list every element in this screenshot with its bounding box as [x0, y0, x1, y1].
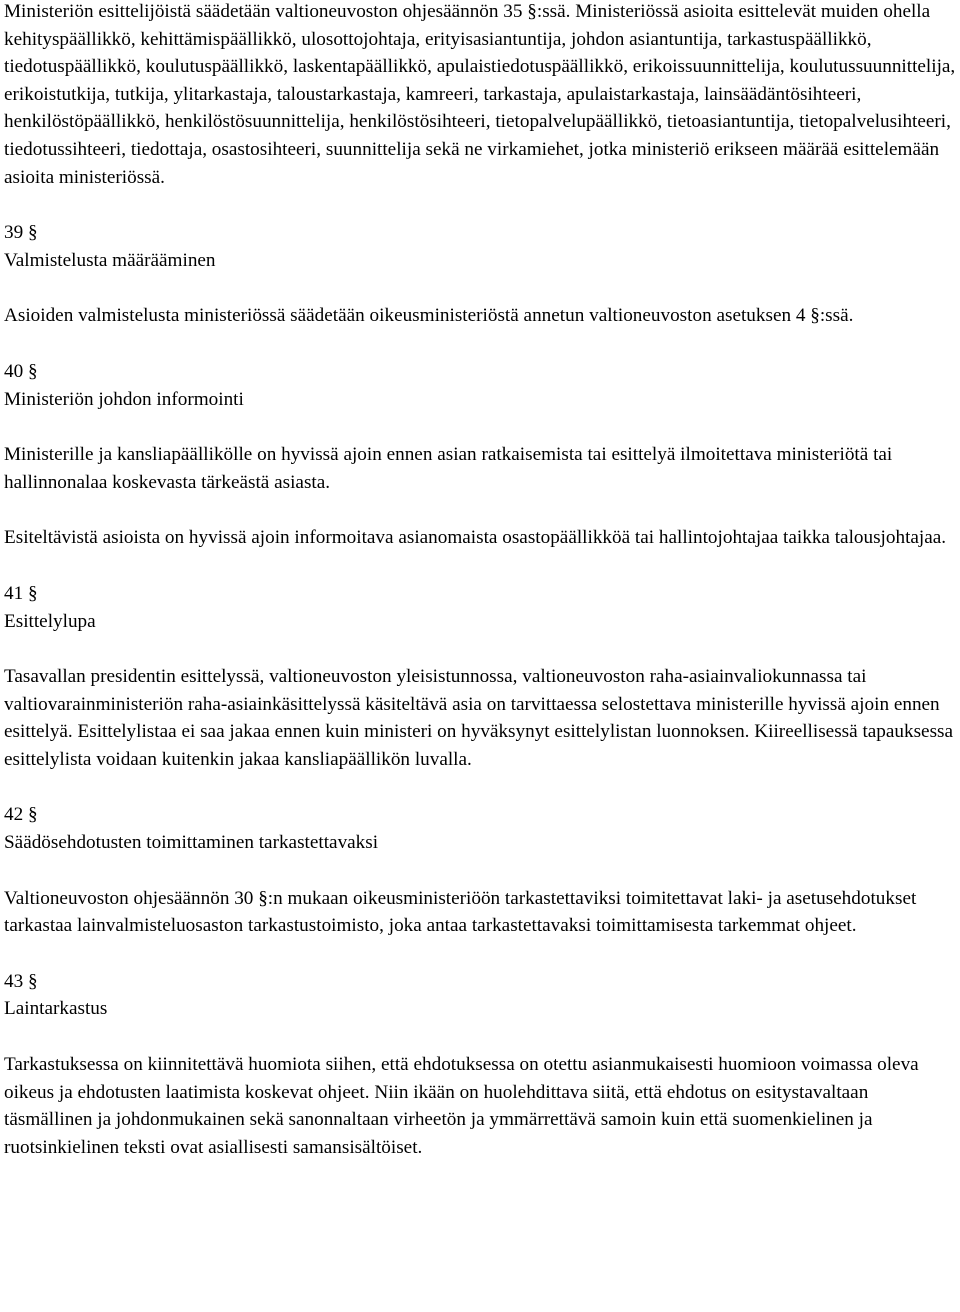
section-number: 42 § — [4, 804, 38, 826]
section-40 — [4, 358, 958, 552]
section-title: Valmistelusta määrääminen — [4, 249, 216, 271]
intro-paragraph: Ministeriön esittelijöistä säädetään valtioneuvoston ohjesäännön 35 §:ssä. Ministeriössä asioita esittelevät muiden ohella kehityspäällikkö, kehittämispäällikkö, ulosottojohtaja, erityisasiantuntija, johdon asiantuntija, tarkastuspäällikkö, tiedotuspäällikkö, koulutuspäällikkö, laskentapäällikkö, apulaistiedotuspäällikkö, erikoissuunnittelija, koulutussuunnittelija, erikoistutkija, tutkija, ylitarkastaja, taloustarkastaja, kamreeri, tarkastaja, apulaistarkastaja, lainsäädäntösihteeri, henkilöstöpäällikkö, henkilöstösuunnittelija, henkilöstösihteeri, tietopalvelupäällikkö, tietoasiantuntija, tietopalvelusihteeri, tiedotussihteeri, tiedottaja, osastosihteeri, suunnittelija sekä ne virkamiehet, jotka ministeriö erikseen määrää esittelemään asioita ministeriössä. — [4, 1, 956, 188]
section-paragraph: Ministerille ja kansliapäällikölle on hyvissä ajoin ennen asian ratkaisemista tai esittelyä ilmoitettava ministeriötä tai hallinnonalaa koskevasta tärkeästä asiasta. — [4, 444, 893, 493]
section-title: Ministeriön johdon informointi — [4, 388, 244, 410]
section-number: 39 § — [4, 222, 38, 244]
section-41 — [4, 580, 958, 774]
section-number: 40 § — [4, 360, 38, 382]
section-title: Laintarkastus — [4, 998, 108, 1020]
section-title: Esittelylupa — [4, 610, 96, 632]
section-39 — [4, 219, 958, 330]
section-number: 43 § — [4, 970, 38, 992]
section-paragraph: Esiteltävistä asioista on hyvissä ajoin informoitava asianomaista osastopäällikköä tai hallintojohtajaa taikka talousjohtajaa. — [4, 527, 947, 549]
document-page — [4, 0, 958, 1189]
section-paragraph: Tarkastuksessa on kiinnitettävä huomiota siihen, että ehdotuksessa on otettu asianmukaisesti huomioon voimassa oleva oikeus ja ehdotusten laatimista koskevat ohjeet. Niin ikään on huolehdittava siitä, että ehdotus on esitystavaltaan täsmällinen ja johdonmukainen sekä sanonnaltaan virheetön ja ymmärrettävä samoin kuin että suomenkielinen ja ruotsinkielinen teksti ovat asiallisesti samansisältöiset. — [4, 1054, 919, 1158]
section-title: Säädösehdotusten toimittaminen tarkastettavaksi — [4, 832, 379, 854]
section-42 — [4, 801, 958, 939]
section-43 — [4, 968, 958, 1162]
section-paragraph: Tasavallan presidentin esittelyssä, valtioneuvoston yleisistunnossa, valtioneuvoston raha-asiainvaliokunnassa tai valtiovarainministeriön raha-asiainkäsittelyssä käsiteltävä asia on tarvittaessa selostettava ministerille hyvissä ajoin ennen esittelyä. Esittelylistaa ei saa jakaa ennen kuin ministeri on hyväksynyt esittelylistan luonnoksen. Kiireellisessä tapauksessa esittelylista voidaan kuitenkin jakaa kansliapäällikön luvalla. — [4, 666, 954, 770]
section-paragraph: Valtioneuvoston ohjesäännön 30 §:n mukaan oikeusministeriöön tarkastettaviksi toimitettavat laki- ja asetusehdotukset tarkastaa lainvalmisteluosaston tarkastustoimisto, joka antaa tarkastettavaksi toimittamisesta tarkemmat ohjeet. — [4, 887, 917, 937]
section-number: 41 § — [4, 582, 38, 604]
section-paragraph: Asioiden valmistelusta ministeriössä säädetään oikeusministeriöstä annetun valtioneuvoston asetuksen 4 §:ssä. — [4, 305, 854, 327]
